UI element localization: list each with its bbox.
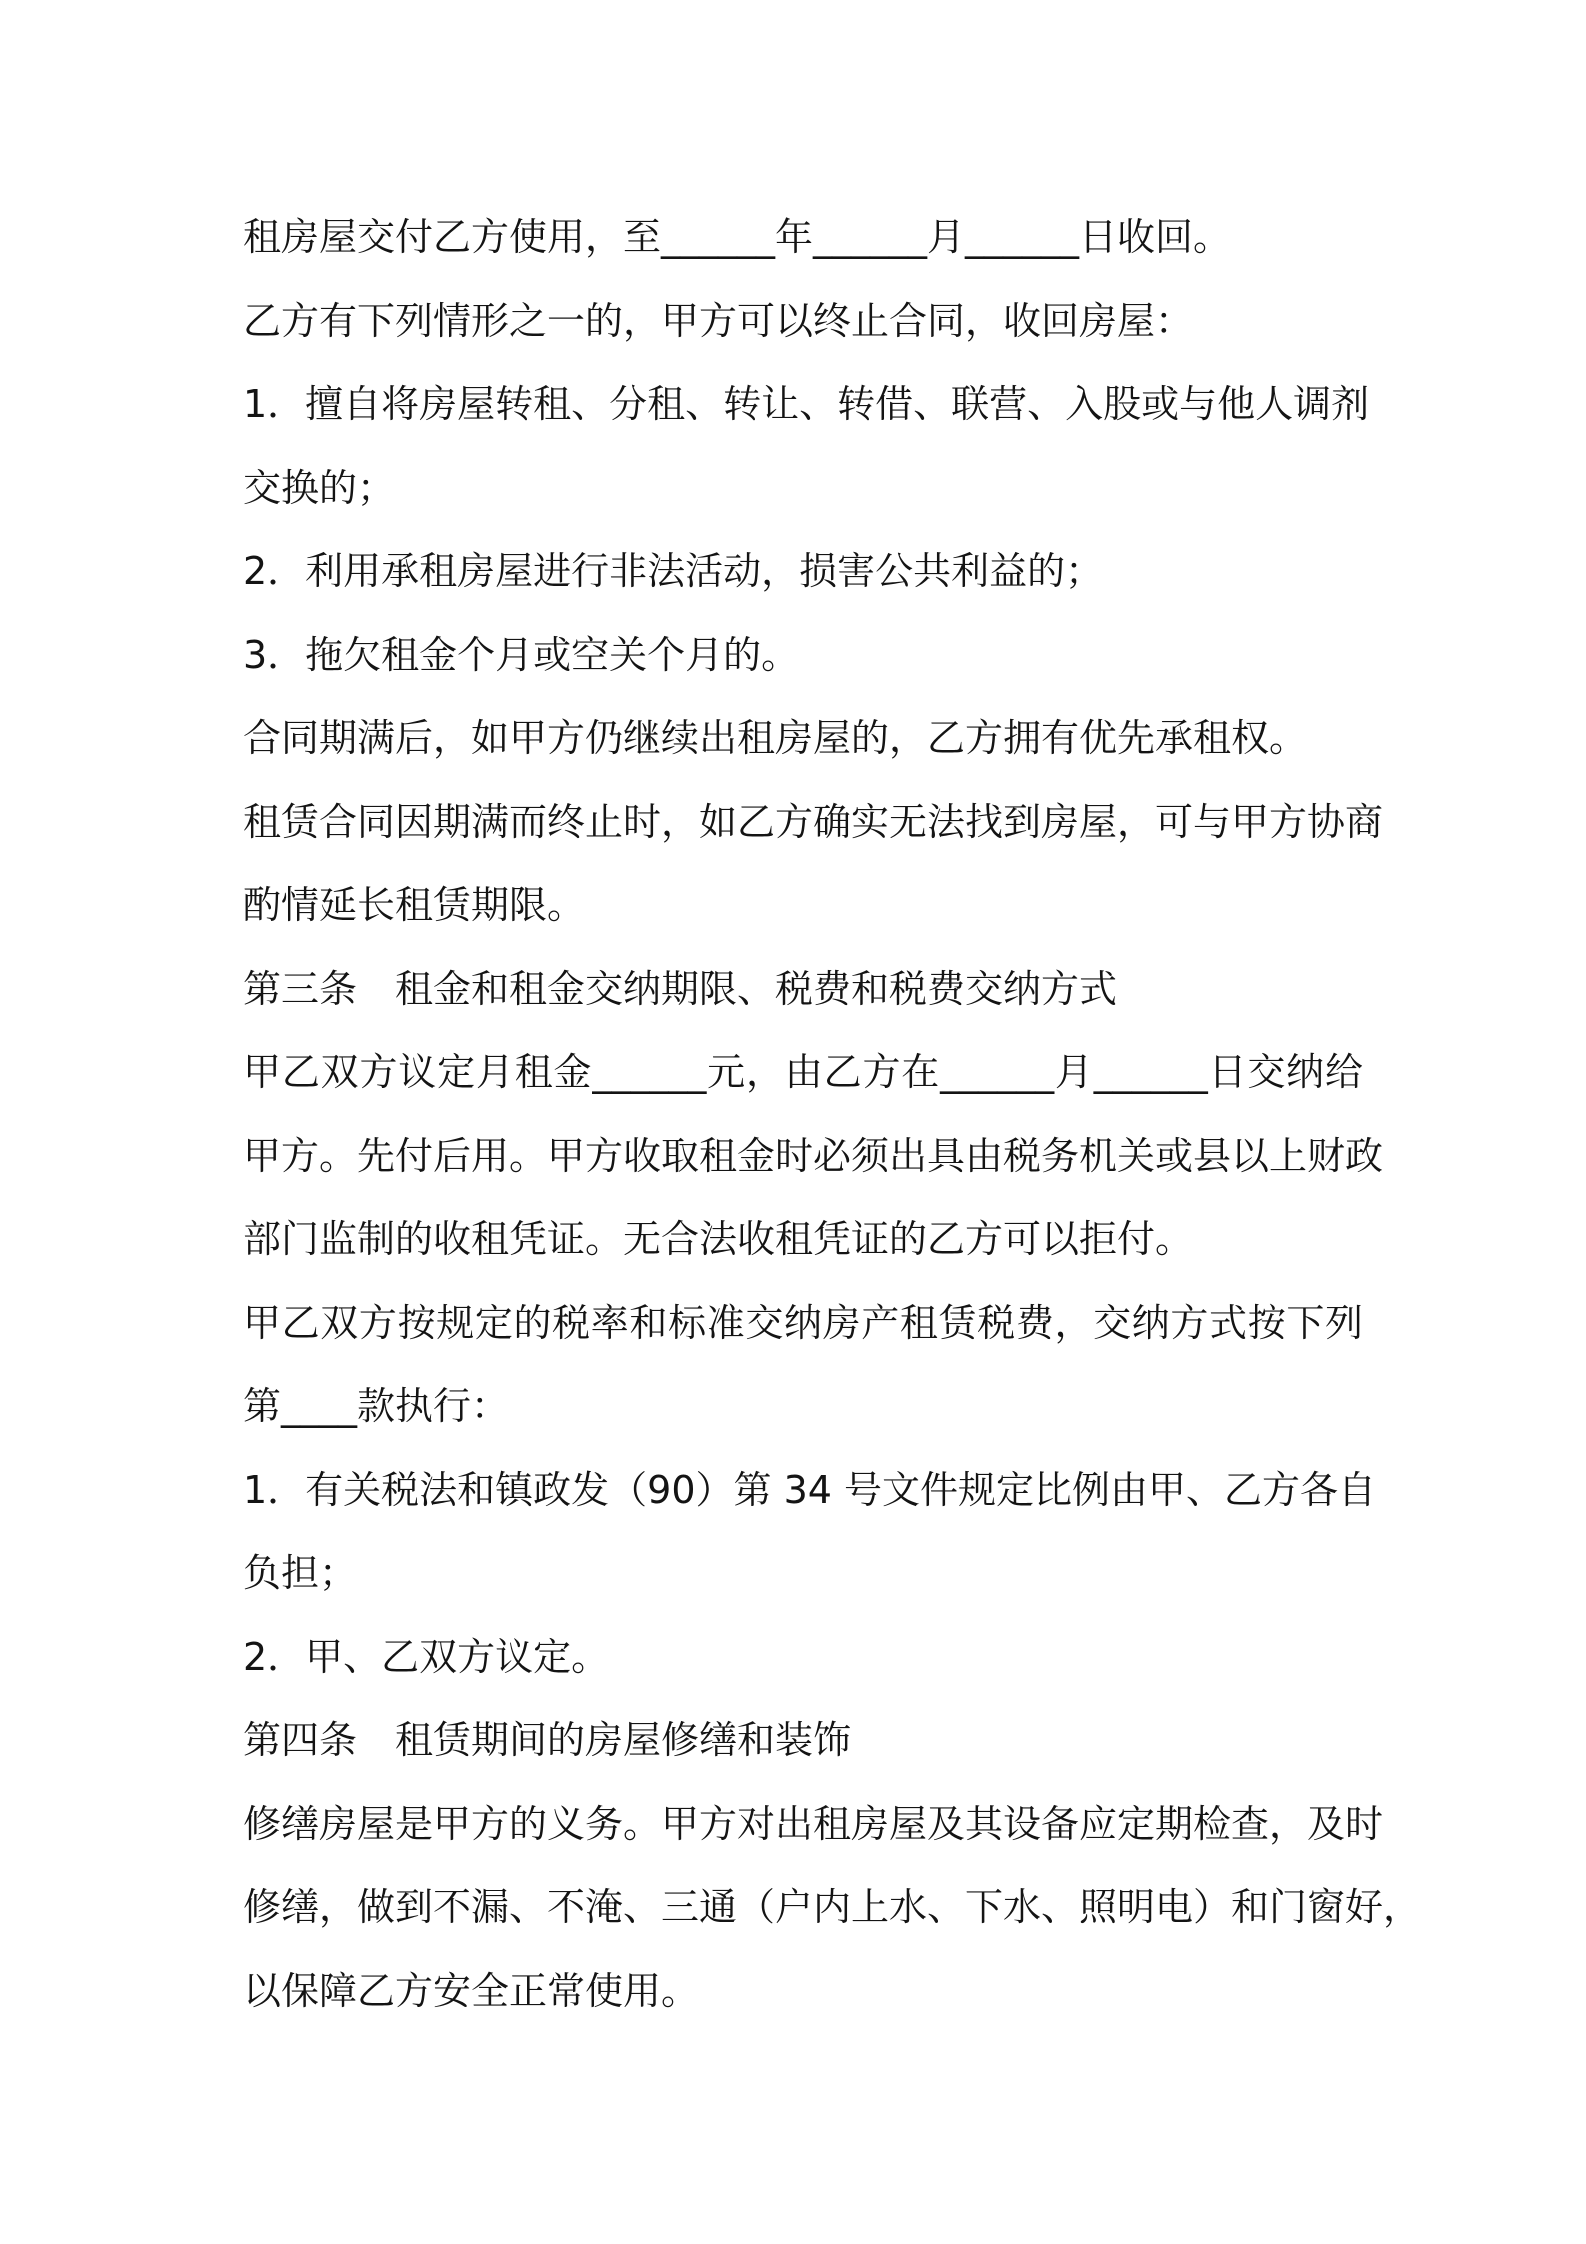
text-line: 负担； xyxy=(243,1551,358,1595)
section-heading: 第三条 租金和租金交纳期限、税费和税费交纳方式 xyxy=(243,966,1118,1011)
text-line: 部门监制的收租凭证。无合法收租凭证的乙方可以拒付。 xyxy=(243,1217,1194,1261)
document-body xyxy=(243,196,1422,2033)
text-line: 3．拖欠租金个月或空关个月的。 xyxy=(243,632,800,677)
text-line: 甲乙双方按规定的税率和标准交纳房产租赁税费，交纳方式按下列 xyxy=(243,1300,1363,1345)
text-line: 1．擅自将房屋转租、分租、转让、转借、联营、入股或与他人调剂 xyxy=(243,382,1370,426)
text-line: 1．有关税法和镇政发（90）第 34 号文件规定比例由甲、乙方各自 xyxy=(243,1467,1377,1512)
text-line: 第____款执行： xyxy=(243,1384,510,1428)
text-line: 以保障乙方安全正常使用。 xyxy=(243,1968,700,2013)
text-line: 交换的； xyxy=(243,465,396,510)
text-line: 酌情延长租赁期限。 xyxy=(243,883,586,927)
text-line: 2．利用承租房屋进行非法活动，损害公共利益的； xyxy=(243,549,1104,593)
text-line: 租房屋交付乙方使用，至______年______月______日收回。 xyxy=(243,215,1232,259)
text-line: 乙方有下列情形之一的，甲方可以终止合同，收回房屋： xyxy=(243,298,1194,343)
text-line: 修缮房屋是甲方的义务。甲方对出租房屋及其设备应定期检查，及时 xyxy=(243,1801,1384,1846)
text-line: 甲乙双方议定月租金______元，由乙方在______月______日交纳给 xyxy=(243,1050,1363,1094)
text-line: 甲方。先付后用。甲方收取租金时必须出具由税务机关或县以上财政 xyxy=(243,1133,1384,1178)
text-line: 2．甲、乙双方议定。 xyxy=(243,1634,610,1679)
section-heading: 第四条 租赁期间的房屋修缮和装饰 xyxy=(243,1718,852,1762)
text-line: 租赁合同因期满而终止时，如乙方确实无法找到房屋，可与甲方协商 xyxy=(243,799,1384,844)
text-line: 合同期满后，如甲方仍继续出租房屋的，乙方拥有优先承租权。 xyxy=(243,716,1308,760)
text-line: 修缮，做到不漏、不淹、三通（户内上水、下水、照明电）和门窗好， xyxy=(243,1885,1422,1929)
